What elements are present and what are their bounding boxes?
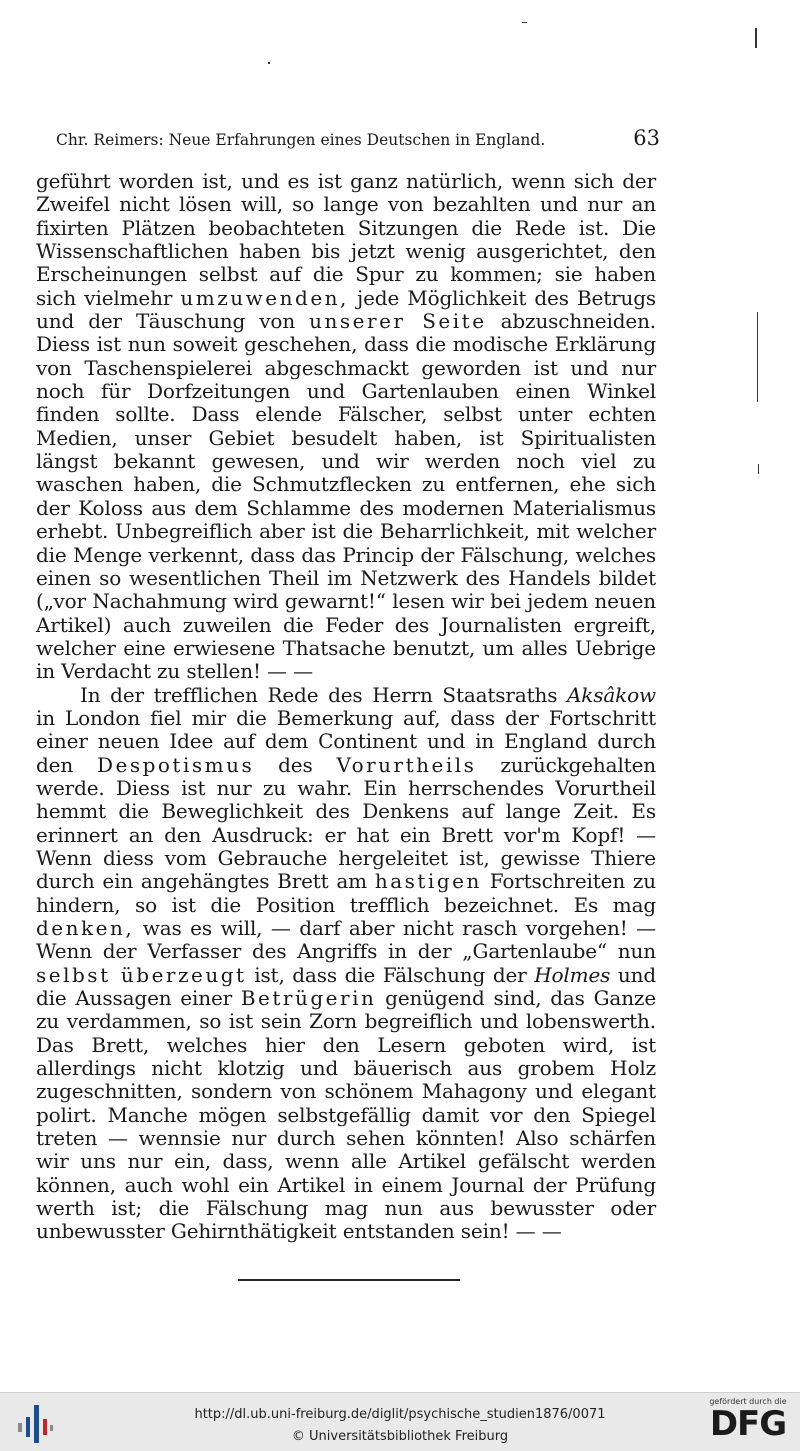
end-rule [238, 1279, 460, 1281]
source-url[interactable]: http://dl.ub.uni-freiburg.de/diglit/psychische_studien1876/0071 [194, 1407, 606, 1422]
running-title: Chr. Reimers: Neue Erfahrungen eines Deutschen in England. [56, 131, 546, 149]
dfg-caption: gefördert durch die [709, 1397, 787, 1406]
footer-bar [0, 1392, 800, 1451]
dfg-wordmark: DFG [709, 1404, 787, 1444]
page-number: 63 [633, 126, 660, 150]
scan-artifact [522, 22, 527, 23]
paragraph: geführt worden ist, und es ist ganz natürlich, wenn sich der Zweifel nicht lösen will, so lange von bezahlten und nur an fixirten Plätzen beobachteten Sitzungen die Rede ist. Die Wissenschaftlichen haben bis jetzt wenig ausgerichtet, den Erscheinungen selbst auf die Spur zu kommen; sie haben sich vielmehr umzuwenden, jede Möglichkeit des Betrugs und der Täuschung von unserer Seite abzuschneiden. Diess ist nun soweit geschehen, dass die modische Erklärung von Taschenspielerei abgeschmackt geworden ist und nur noch für Dorfzeitungen und Gartenlauben einen Winkel finden sollte. Dass elende Fälscher, selbst unter echten Medien, unser Gebiet besudelt haben, ist Spiritualisten längst bekannt gewesen, und wir werden noch viel zu waschen haben, die Schmutzflecken zu entfernen, ehe sich der Koloss aus dem Schlamme des modernen Materialismus erhebt. Unbegreiflich aber ist die Beharrlichkeit, mit welcher die Menge verkennt, dass das Princip der Fälschung, welches einen so wesentlichen Theil im Netzwerk des Handels bildet („vor Nachahmung wird gewarnt!“ lesen wir bei jedem neuen Artikel) auch zuweilen die Feder des Journalisten ergreift, welcher eine erwiesene Thatsache benutzt, um alles Uebrige in Verdacht zu stellen! — — [36, 169, 657, 684]
scan-artifact [755, 28, 757, 48]
scan-artifact [268, 62, 270, 64]
body-text [36, 170, 656, 1244]
scan-artifact [757, 312, 758, 402]
copyright-notice: © Universitätsbibliothek Freiburg [291, 1429, 509, 1444]
paragraph: In der trefflichen Rede des Herrn Staatsraths Aksâkow in London fiel mir die Bemerkung auf, dass der Fortschritt einer neuen Idee auf dem Continent und in England durch den Despotismus des Vorurtheils zurückgehalten werde. Diess ist nur zu wahr. Ein herrschendes Vorurtheil hemmt die Beweglichkeit des Denkens auf lange Zeit. Es erinnert an den Ausdruck: er hat ein Brett vor'm Kopf! — Wenn diess vom Gebrauche hergeleitet ist, gewisse Thiere durch ein angehängtes Brett am hastigen Fortschreiten zu hindern, so ist die Position trefflich bezeichnet. Es mag denken, was es will, — darf aber nicht rasch vorgehen! — Wenn der Verfasser des Angriffs in der „Gartenlaube“ nun selbst überzeugt ist, dass die Fälschung der Holmes und die Aussagen einer Betrügerin genügend sind, das Ganze zu verdammen, so ist sein Zorn begreiflich und lobenswerth. Das Brett, welches hier den Lesern geboten wird, ist allerdings nicht klotzig und bäuerisch aus grobem Holz zugeschnitten, sondern von schönem Mahagony und elegant polirt. Manche mögen selbstgefällig damit vor den Spiegel treten — wennsie nur durch sehen könnten! Also schärfen wir uns nur ein, dass, wenn alle Artikel gefälscht werden können, auch wohl ein Artikel in einem Journal der Prüfung werth ist; die Fälschung mag nun aus bewusster oder unbewusster Gehirnthätigkeit entstanden sein! — — [36, 682, 657, 1244]
dfg-logo [706, 1397, 790, 1442]
running-head [36, 126, 660, 150]
scan-artifact [758, 464, 759, 474]
document-page [36, 126, 660, 1244]
